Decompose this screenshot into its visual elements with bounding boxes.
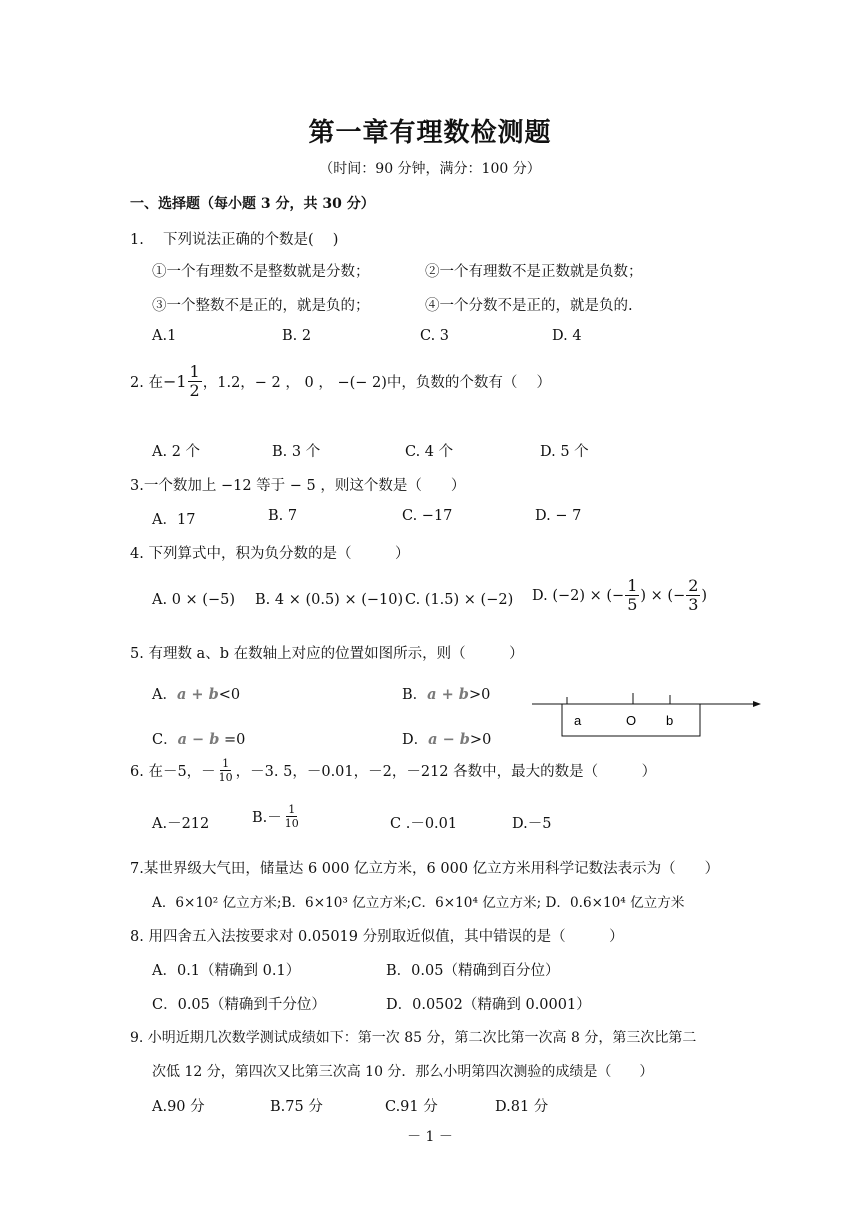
question-5-option-c — [152, 728, 245, 749]
question-3-option-c: C. −17 — [402, 508, 453, 524]
question-4-option-d — [532, 578, 707, 613]
option-relation: >0 — [469, 732, 492, 748]
question-1-option-c: C. 3 — [420, 328, 450, 344]
option-d-part-3: ) — [701, 587, 708, 604]
fraction-denominator: 3 — [688, 595, 699, 614]
mixed-number-int: −1 — [162, 372, 187, 391]
question-9-option-c: C.91 分 — [385, 1099, 438, 1115]
fraction-numerator: 1 — [627, 576, 638, 595]
fraction-denominator: 10 — [218, 771, 233, 784]
question-6-stem — [130, 758, 656, 783]
fraction-numerator: 1 — [222, 757, 230, 770]
mixed-number-fraction — [188, 364, 202, 399]
question-3-option-d: D. − 7 — [535, 508, 582, 524]
question-5-option-b — [402, 683, 490, 704]
option-expression: a − b — [428, 731, 470, 748]
question-1-statement-1: ①一个有理数不是整数就是分数； — [152, 264, 370, 280]
question-2-option-d: D. 5 个 — [540, 444, 589, 460]
question-7-stem: 7.某世界级大气田，储量达 6 000 亿立方米，6 000 亿立方米用科学记数法表示为（ ） — [130, 861, 720, 877]
question-6-option-b — [252, 804, 302, 829]
question-1-option-b: B. 2 — [282, 328, 312, 344]
question-9-option-a: A.90 分 — [152, 1099, 205, 1115]
option-relation: <0 — [218, 687, 241, 703]
question-8-option-b: B．0.05（精确到百分位） — [386, 963, 560, 979]
question-9-option-b: B.75 分 — [270, 1099, 323, 1115]
question-6-part-2: ，－3. 5，－0.01，－2，－212 各数中，最大的数是（ ） — [235, 764, 657, 780]
question-7-options: A．6×10² 亿立方米;B．6×10³ 亿立方米;C．6×10⁴ 亿立方米; D．0.6×10⁴ 亿立方米 — [152, 895, 685, 911]
fraction-denominator: 5 — [627, 595, 638, 614]
question-8-option-a: A．0.1（精确到 0.1） — [152, 963, 301, 979]
question-6-option-c: C .－0.01 — [390, 816, 458, 832]
question-8-stem: 8. 用四舍五入法按要求对 0.05019 分别取近似值，其中错误的是（ ） — [130, 929, 624, 945]
question-5-option-d — [402, 728, 491, 749]
option-d-part-2: ) × (− — [640, 587, 686, 604]
fraction-one-tenth — [283, 804, 301, 829]
question-4-stem: 4. 下列算式中，积为负分数的是（ ） — [130, 546, 410, 562]
fraction-one-tenth — [217, 758, 235, 783]
question-3-option-b: B. 7 — [268, 508, 298, 524]
point-label-b: b — [666, 713, 674, 728]
question-2-option-b: B. 3 个 — [272, 444, 321, 460]
question-9-line-2: 次低 12 分，第四次又比第三次高 10 分．那么小明第四次测验的成绩是（ ） — [152, 1064, 654, 1080]
page-title: 第一章有理数检测题 — [308, 118, 552, 148]
question-9-option-d: D.81 分 — [495, 1099, 549, 1115]
question-3-option-a: A．17 — [152, 512, 196, 528]
question-5-stem: 5. 有理数 a、b 在数轴上对应的位置如图所示，则（ ） — [130, 646, 524, 662]
fraction-numerator: 2 — [688, 576, 699, 595]
fraction-numerator: 1 — [288, 803, 296, 816]
question-4-option-c: C. (1.5) × (−2) — [405, 592, 514, 608]
fraction-two-thirds — [686, 578, 700, 613]
question-2-option-c: C. 4 个 — [405, 444, 454, 460]
exam-info: （时间：90 分钟，满分：100 分） — [319, 161, 541, 177]
point-label-o: O — [626, 713, 637, 728]
fraction-denominator: 2 — [189, 381, 200, 400]
question-1-statement-3: ③一个整数不是正的，就是负的； — [152, 298, 370, 314]
question-4-option-b: B. 4 × (0.5) × (−10) — [255, 592, 404, 608]
question-9-line-1: 9. 小明近期几次数学测试成绩如下：第一次 85 分，第二次比第一次高 8 分，第三次比第二 — [130, 1030, 697, 1046]
question-2-numbers: ，1.2，− 2 ， 0 ， −(− 2) — [202, 375, 387, 391]
option-expression: a − b — [177, 731, 220, 748]
axis-arrow-icon — [753, 701, 761, 707]
fraction-denominator: 10 — [284, 817, 299, 830]
option-expression: a + b — [427, 686, 469, 703]
option-letter: D． — [402, 732, 429, 748]
question-6-option-d: D.－5 — [512, 816, 552, 832]
page-number: － 1 － — [407, 1129, 453, 1145]
option-expression: a + b — [176, 686, 219, 703]
question-8-option-d: D．0.0502（精确到 0.0001） — [386, 997, 591, 1013]
option-letter: C． — [152, 732, 178, 748]
point-label-a: a — [574, 713, 582, 728]
section-heading: 一、选择题（每小题 3 分，共 30 分） — [130, 196, 375, 212]
question-2-stem — [130, 364, 551, 399]
option-letter: A． — [152, 687, 177, 703]
option-b-prefix: B.－ — [252, 810, 282, 826]
question-1-statement-4: ④一个分数不是正的，就是负的. — [425, 298, 633, 314]
option-d-part-1: D. (−2) × (− — [532, 587, 625, 604]
question-1-stem: 1. 下列说法正确的个数是( ) — [130, 232, 339, 248]
option-relation: >0 — [468, 687, 491, 703]
fraction-one-fifth — [625, 578, 639, 613]
option-relation: =0 — [219, 732, 246, 748]
question-4-option-a: A. 0 × (−5) — [152, 592, 235, 608]
question-2-prefix: 2. 在 — [130, 375, 163, 391]
question-1-option-d: D. 4 — [552, 328, 582, 344]
question-1-statement-2: ②一个有理数不是正数就是负数； — [425, 264, 643, 280]
option-letter: B． — [402, 687, 428, 703]
question-1-option-a: A.1 — [152, 328, 177, 344]
fraction-numerator: 1 — [189, 362, 200, 381]
question-8-option-c: C．0.05（精确到千分位） — [152, 997, 326, 1013]
question-2-suffix: 中，负数的个数有（ ） — [386, 375, 551, 391]
number-line-figure — [530, 686, 762, 742]
question-3-stem: 3.一个数加上 −12 等于 − 5 ，则这个数是（ ） — [130, 478, 466, 494]
question-6-option-a: A.－212 — [152, 816, 210, 832]
question-2-option-a: A. 2 个 — [152, 444, 201, 460]
question-5-option-a — [152, 683, 240, 704]
question-6-part-1: 6. 在－5，－ — [130, 764, 216, 780]
